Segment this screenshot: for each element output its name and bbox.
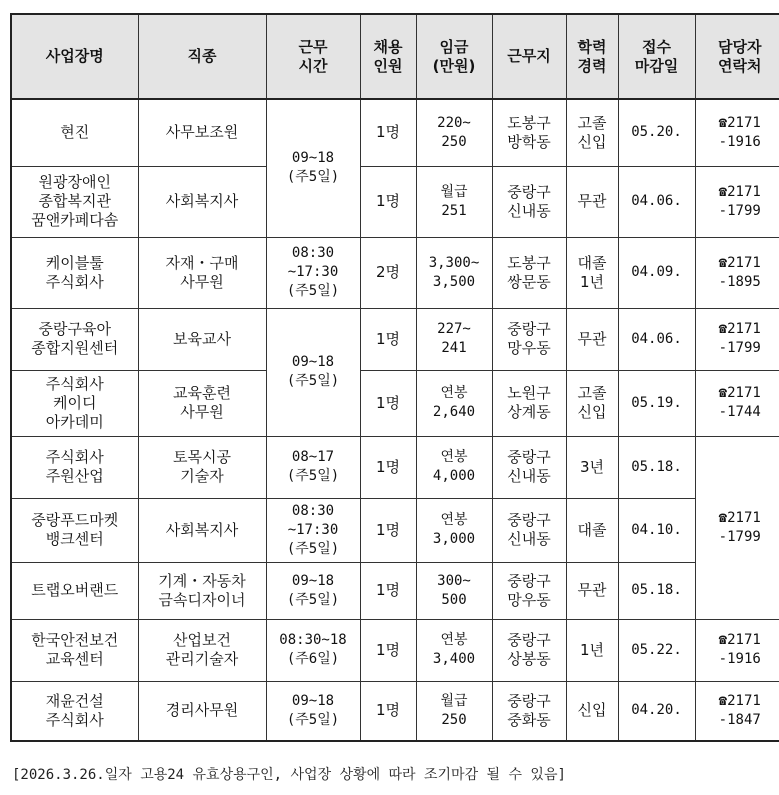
cell-job: 사회복지사 (138, 498, 266, 562)
cell-hours: 09~18 (주5일) (266, 99, 360, 237)
cell-deadline: 05.18. (618, 562, 695, 619)
cell-location: 중랑구 신내동 (492, 436, 566, 498)
cell-contact: ☎2171 -1847 (695, 681, 779, 741)
cell-location: 중랑구 신내동 (492, 498, 566, 562)
cell-deadline: 05.22. (618, 619, 695, 681)
table-row (11, 370, 779, 436)
cell-hours: 09~18 (주5일) (266, 562, 360, 619)
cell-hours: 08:30 ~17:30 (주5일) (266, 237, 360, 308)
cell-wage: 월급 250 (416, 681, 492, 741)
header-row (11, 14, 779, 99)
table-row (11, 237, 779, 308)
header-job: 직종 (138, 14, 266, 99)
table-row (11, 562, 779, 619)
cell-job: 교육훈련 사무원 (138, 370, 266, 436)
cell-wage: 3,300~ 3,500 (416, 237, 492, 308)
cell-edu: 고졸 신입 (566, 370, 618, 436)
header-location: 근무지 (492, 14, 566, 99)
cell-edu: 무관 (566, 166, 618, 237)
cell-edu: 무관 (566, 308, 618, 370)
cell-job: 사회복지사 (138, 166, 266, 237)
cell-location: 중랑구 중화동 (492, 681, 566, 741)
cell-edu: 고졸 신입 (566, 99, 618, 166)
cell-count: 1명 (360, 498, 416, 562)
cell-contact: ☎2171 -1744 (695, 370, 779, 436)
cell-company: 원광장애인 종합복지관 꿈앤카페다솜 (11, 166, 138, 237)
cell-job: 사무보조원 (138, 99, 266, 166)
table-row (11, 436, 779, 498)
cell-hours: 08~17 (주5일) (266, 436, 360, 498)
cell-count: 1명 (360, 619, 416, 681)
cell-wage: 연봉 4,000 (416, 436, 492, 498)
cell-company: 재윤건설 주식회사 (11, 681, 138, 741)
cell-wage: 연봉 3,400 (416, 619, 492, 681)
cell-contact: ☎2171 -1799 (695, 308, 779, 370)
header-edu: 학력 경력 (566, 14, 618, 99)
table-row (11, 498, 779, 562)
cell-job: 경리사무원 (138, 681, 266, 741)
cell-company: 현진 (11, 99, 138, 166)
cell-company: 중랑구육아 종합지원센터 (11, 308, 138, 370)
cell-deadline: 04.20. (618, 681, 695, 741)
cell-wage: 220~ 250 (416, 99, 492, 166)
header-wage: 임금 (만원) (416, 14, 492, 99)
cell-deadline: 04.10. (618, 498, 695, 562)
cell-wage: 월급 251 (416, 166, 492, 237)
cell-hours: 08:30~18 (주6일) (266, 619, 360, 681)
header-company: 사업장명 (11, 14, 138, 99)
cell-location: 도봉구 방학동 (492, 99, 566, 166)
cell-location: 중랑구 망우동 (492, 562, 566, 619)
cell-count: 1명 (360, 99, 416, 166)
cell-location: 중랑구 망우동 (492, 308, 566, 370)
cell-job: 보육교사 (138, 308, 266, 370)
cell-job: 자재・구매 사무원 (138, 237, 266, 308)
table-row (11, 681, 779, 741)
cell-company: 주식회사 케이디 아카데미 (11, 370, 138, 436)
cell-deadline: 05.19. (618, 370, 695, 436)
cell-count: 2명 (360, 237, 416, 308)
cell-count: 1명 (360, 308, 416, 370)
cell-location: 중랑구 상봉동 (492, 619, 566, 681)
cell-contact: ☎2171 -1799 (695, 436, 779, 619)
table-row (11, 166, 779, 237)
cell-deadline: 05.18. (618, 436, 695, 498)
cell-wage: 300~ 500 (416, 562, 492, 619)
cell-count: 1명 (360, 562, 416, 619)
table-row (11, 99, 779, 166)
header-contact: 담당자 연락처 (695, 14, 779, 99)
cell-edu: 대졸 1년 (566, 237, 618, 308)
cell-job: 기계・자동차 금속디자이너 (138, 562, 266, 619)
cell-wage: 227~ 241 (416, 308, 492, 370)
table-row (11, 619, 779, 681)
cell-hours: 08:30 ~17:30 (주5일) (266, 498, 360, 562)
footnote: [2026.3.26.일자 고용24 유효상용구인, 사업장 상황에 따라 조기마감 될 수 있음] (12, 767, 566, 783)
cell-hours: 09~18 (주5일) (266, 681, 360, 741)
cell-hours: 09~18 (주5일) (266, 308, 360, 436)
cell-count: 1명 (360, 166, 416, 237)
cell-wage: 연봉 3,000 (416, 498, 492, 562)
cell-location: 도봉구 쌍문동 (492, 237, 566, 308)
cell-job: 산업보건 관리기술자 (138, 619, 266, 681)
header-count: 채용 인원 (360, 14, 416, 99)
header-deadline: 접수 마감일 (618, 14, 695, 99)
cell-company: 중랑푸드마켓 뱅크센터 (11, 498, 138, 562)
cell-contact: ☎2171 -1799 (695, 166, 779, 237)
cell-company: 케이블툴 주식회사 (11, 237, 138, 308)
cell-location: 노원구 상계동 (492, 370, 566, 436)
cell-company: 주식회사 주원산업 (11, 436, 138, 498)
cell-wage: 연봉 2,640 (416, 370, 492, 436)
cell-contact: ☎2171 -1916 (695, 99, 779, 166)
cell-edu: 대졸 (566, 498, 618, 562)
cell-count: 1명 (360, 370, 416, 436)
job-listing-table (10, 13, 779, 742)
cell-contact: ☎2171 -1916 (695, 619, 779, 681)
cell-count: 1명 (360, 681, 416, 741)
cell-contact: ☎2171 -1895 (695, 237, 779, 308)
cell-location: 중랑구 신내동 (492, 166, 566, 237)
cell-edu: 무관 (566, 562, 618, 619)
cell-deadline: 04.06. (618, 166, 695, 237)
cell-deadline: 04.09. (618, 237, 695, 308)
cell-edu: 3년 (566, 436, 618, 498)
table-row (11, 308, 779, 370)
cell-deadline: 05.20. (618, 99, 695, 166)
header-hours: 근무 시간 (266, 14, 360, 99)
cell-company: 트랩오버랜드 (11, 562, 138, 619)
cell-count: 1명 (360, 436, 416, 498)
cell-deadline: 04.06. (618, 308, 695, 370)
cell-job: 토목시공 기술자 (138, 436, 266, 498)
cell-edu: 1년 (566, 619, 618, 681)
cell-company: 한국안전보건 교육센터 (11, 619, 138, 681)
cell-edu: 신입 (566, 681, 618, 741)
